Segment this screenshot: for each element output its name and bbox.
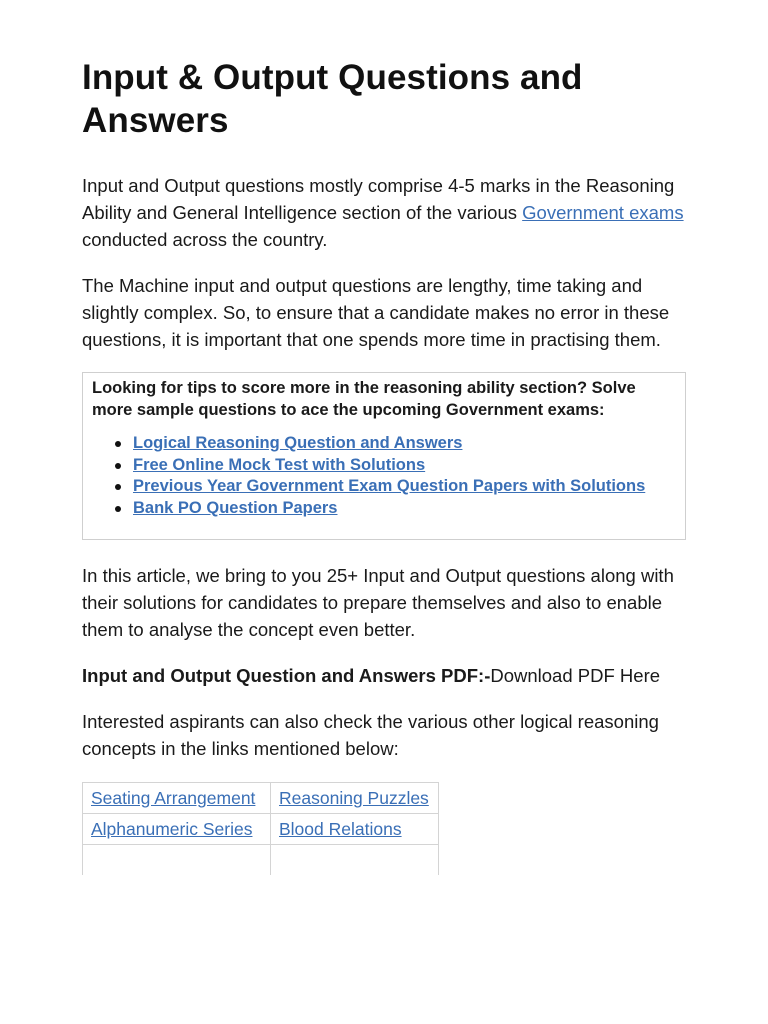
bank-po-papers-link[interactable]: Bank PO Question Papers xyxy=(133,498,338,517)
seating-arrangement-link[interactable]: Seating Arrangement xyxy=(91,787,256,808)
table-cell xyxy=(83,814,271,845)
tips-title: Looking for tips to score more in the reasoning ability section? Solve more sample questions to ace the upcoming Government exams: xyxy=(92,379,636,419)
list-item xyxy=(133,433,676,455)
blood-relations-link[interactable]: Blood Relations xyxy=(279,818,402,839)
list-item xyxy=(133,498,676,520)
logical-reasoning-link[interactable]: Logical Reasoning Question and Answers xyxy=(133,434,463,452)
table-cell xyxy=(271,783,439,814)
concepts-paragraph: Interested aspirants can also check the various other logical reasoning concepts in the links mentioned below: xyxy=(82,711,659,759)
pdf-download-line xyxy=(82,662,686,689)
machine-io-paragraph: The Machine input and output questions are lengthy, time taking and slightly complex. So, to ensure that a candidate makes no error in these questions, it is important that one spends more time in practising them. xyxy=(82,275,670,350)
table-row xyxy=(83,845,439,876)
article-summary-paragraph: In this article, we bring to you 25+ Input and Output questions along with their solutions for candidates to prepare themselves and also to enable them to analyse the concept even better. xyxy=(82,565,674,640)
intro-paragraph xyxy=(82,172,686,253)
pdf-download-text[interactable]: Download PDF Here xyxy=(490,665,661,686)
table-row xyxy=(83,783,439,814)
tips-box xyxy=(82,372,686,540)
intro-text-after: conducted across the country. xyxy=(82,229,328,250)
mock-test-link[interactable]: Free Online Mock Test with Solutions xyxy=(133,455,426,474)
pdf-label: Input and Output Question and Answers PDF:- xyxy=(82,665,491,686)
list-item xyxy=(133,476,676,498)
table-cell xyxy=(83,783,271,814)
tips-link-list xyxy=(92,433,676,519)
reasoning-puzzles-link[interactable]: Reasoning Puzzles xyxy=(279,787,429,808)
page-title: Input & Output Questions and Answers xyxy=(82,58,583,140)
table-cell xyxy=(271,814,439,845)
table-cell xyxy=(83,845,271,876)
alphanumeric-series-link[interactable]: Alphanumeric Series xyxy=(91,818,253,839)
intro-text-before: Input and Output questions mostly comprise 4-5 marks in the Reasoning Ability and General Intelligence section of the various xyxy=(82,175,675,223)
concept-links-table xyxy=(82,782,439,875)
table-row xyxy=(83,814,439,845)
table-cell xyxy=(271,845,439,876)
previous-year-papers-link[interactable]: Previous Year Government Exam Question Papers with Solutions xyxy=(133,477,646,495)
government-exams-link[interactable]: Government exams xyxy=(522,202,684,223)
list-item xyxy=(133,455,676,477)
